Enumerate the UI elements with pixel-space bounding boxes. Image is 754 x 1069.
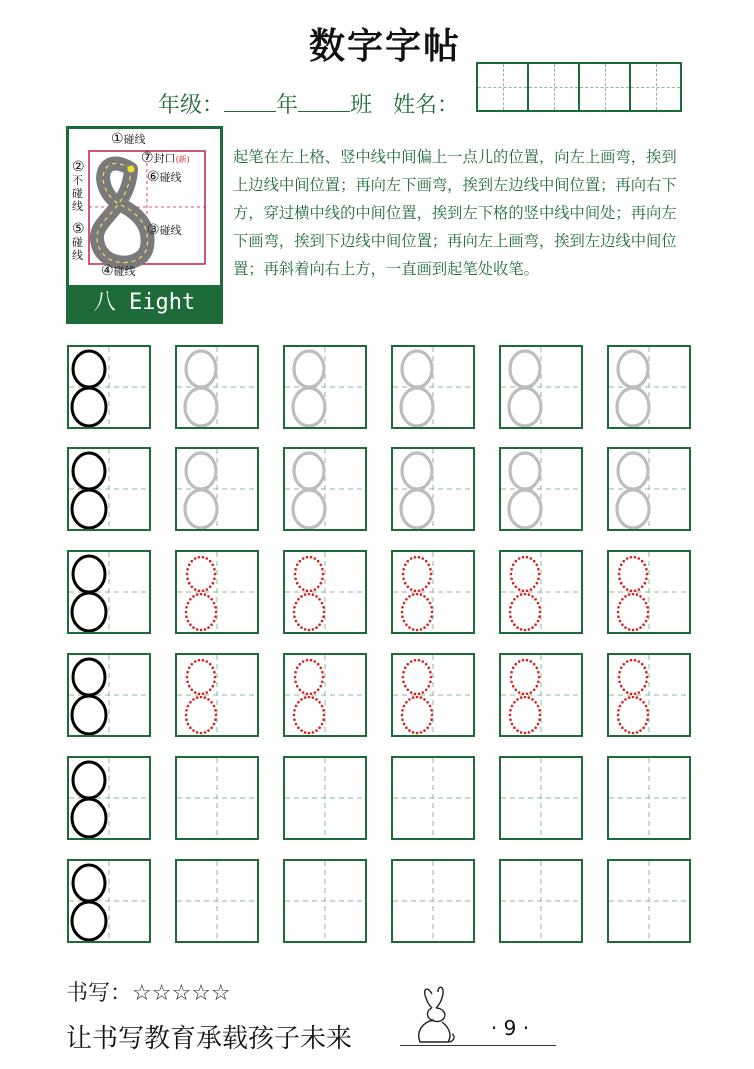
step-5-text: 碰线	[72, 236, 83, 262]
stroke-order-diagram	[66, 126, 223, 324]
practice-cell[interactable]	[391, 345, 475, 429]
practice-cell[interactable]	[607, 756, 691, 840]
digit-banner: 八 Eight	[69, 285, 220, 321]
practice-cell[interactable]	[175, 756, 259, 840]
class-blank[interactable]	[298, 93, 350, 112]
practice-cell[interactable]	[607, 345, 691, 429]
stroke-instructions: 起笔在左上格、竖中线中间偏上一点儿的位置，向左上画弯，挨到上边线中间位置；再向左下画弯，挨到左边线中间位置；再向右下方，穿过横中线的中间位置，挨到左下格的竖中线中间处；再向左下画弯，挨到下边线中间位置；再向左上画弯，挨到左边线中间位置；再斜着向右上方，一直画到起笔处收笔。	[233, 148, 677, 278]
step-7-number: ⑦	[141, 150, 154, 166]
page-number: · 9 ·	[490, 1016, 530, 1040]
page-title: 数字字帖	[308, 26, 461, 67]
practice-cell[interactable]	[391, 859, 475, 943]
practice-cell[interactable]	[283, 345, 367, 429]
practice-cell[interactable]	[283, 859, 367, 943]
step-4-label	[101, 263, 136, 279]
practice-cell[interactable]	[175, 653, 259, 737]
practice-cell[interactable]	[175, 447, 259, 531]
year-label: 年	[276, 93, 299, 118]
step-1-number: ①	[111, 131, 124, 147]
step-3-text: 碰线	[159, 224, 182, 237]
practice-cell[interactable]	[499, 550, 583, 634]
model-cell	[67, 447, 151, 531]
writing-rating	[66, 976, 231, 1007]
step-7-note: (新)	[175, 155, 190, 164]
model-cell	[67, 756, 151, 840]
student-info-line	[158, 88, 459, 119]
model-cell	[67, 653, 151, 737]
name-cell[interactable]	[580, 64, 631, 110]
practice-cell[interactable]	[391, 550, 475, 634]
step-3-number: ③	[147, 222, 160, 238]
step-6-label	[147, 169, 182, 185]
footer-rule	[400, 1045, 556, 1046]
rabbit-icon	[402, 986, 472, 1048]
practice-cell[interactable]	[607, 859, 691, 943]
step-3-label	[147, 222, 182, 238]
model-cell	[67, 345, 151, 429]
practice-cell[interactable]	[175, 859, 259, 943]
slogan: 让书写教育承载孩子未来	[66, 1024, 353, 1054]
step-5-number: ⑤	[72, 221, 85, 237]
practice-cell[interactable]	[283, 653, 367, 737]
step-2-label	[72, 161, 86, 213]
practice-cell[interactable]	[175, 550, 259, 634]
practice-cell[interactable]	[283, 756, 367, 840]
practice-cell[interactable]	[607, 447, 691, 531]
practice-cell[interactable]	[391, 447, 475, 531]
practice-cell[interactable]	[499, 345, 583, 429]
grade-label: 年级：	[158, 93, 225, 118]
step-2-text: 不碰线	[72, 174, 83, 213]
name-cell[interactable]	[529, 64, 580, 110]
class-label: 班	[350, 93, 373, 118]
name-cell[interactable]	[478, 64, 529, 110]
name-cell[interactable]	[631, 64, 680, 110]
practice-cell[interactable]	[499, 859, 583, 943]
step-1-label	[111, 131, 146, 147]
step-1-text: 碰线	[123, 133, 146, 146]
step-2-number: ②	[72, 159, 85, 175]
practice-cell[interactable]	[499, 447, 583, 531]
step-7-text: 封口	[153, 152, 176, 165]
model-cell	[67, 859, 151, 943]
step-4-number: ④	[101, 263, 114, 279]
step-4-text: 碰线	[113, 265, 136, 278]
practice-cell[interactable]	[499, 756, 583, 840]
practice-cell[interactable]	[283, 550, 367, 634]
name-writing-box[interactable]	[476, 62, 682, 112]
practice-cell[interactable]	[607, 653, 691, 737]
practice-cell[interactable]	[607, 550, 691, 634]
practice-cell[interactable]	[283, 447, 367, 531]
practice-cell[interactable]	[391, 653, 475, 737]
rating-stars[interactable]: ☆☆☆☆☆	[132, 981, 231, 1006]
practice-cell[interactable]	[499, 653, 583, 737]
practice-cell[interactable]	[175, 345, 259, 429]
practice-cell[interactable]	[391, 756, 475, 840]
name-label: 姓名：	[393, 93, 460, 118]
rating-label: 书写：	[66, 981, 133, 1006]
step-5-label	[72, 223, 86, 262]
step-6-text: 碰线	[159, 171, 182, 184]
step-7-label	[141, 150, 190, 166]
step-6-number: ⑥	[147, 169, 160, 185]
grade-blank[interactable]	[224, 93, 276, 112]
model-cell	[67, 550, 151, 634]
